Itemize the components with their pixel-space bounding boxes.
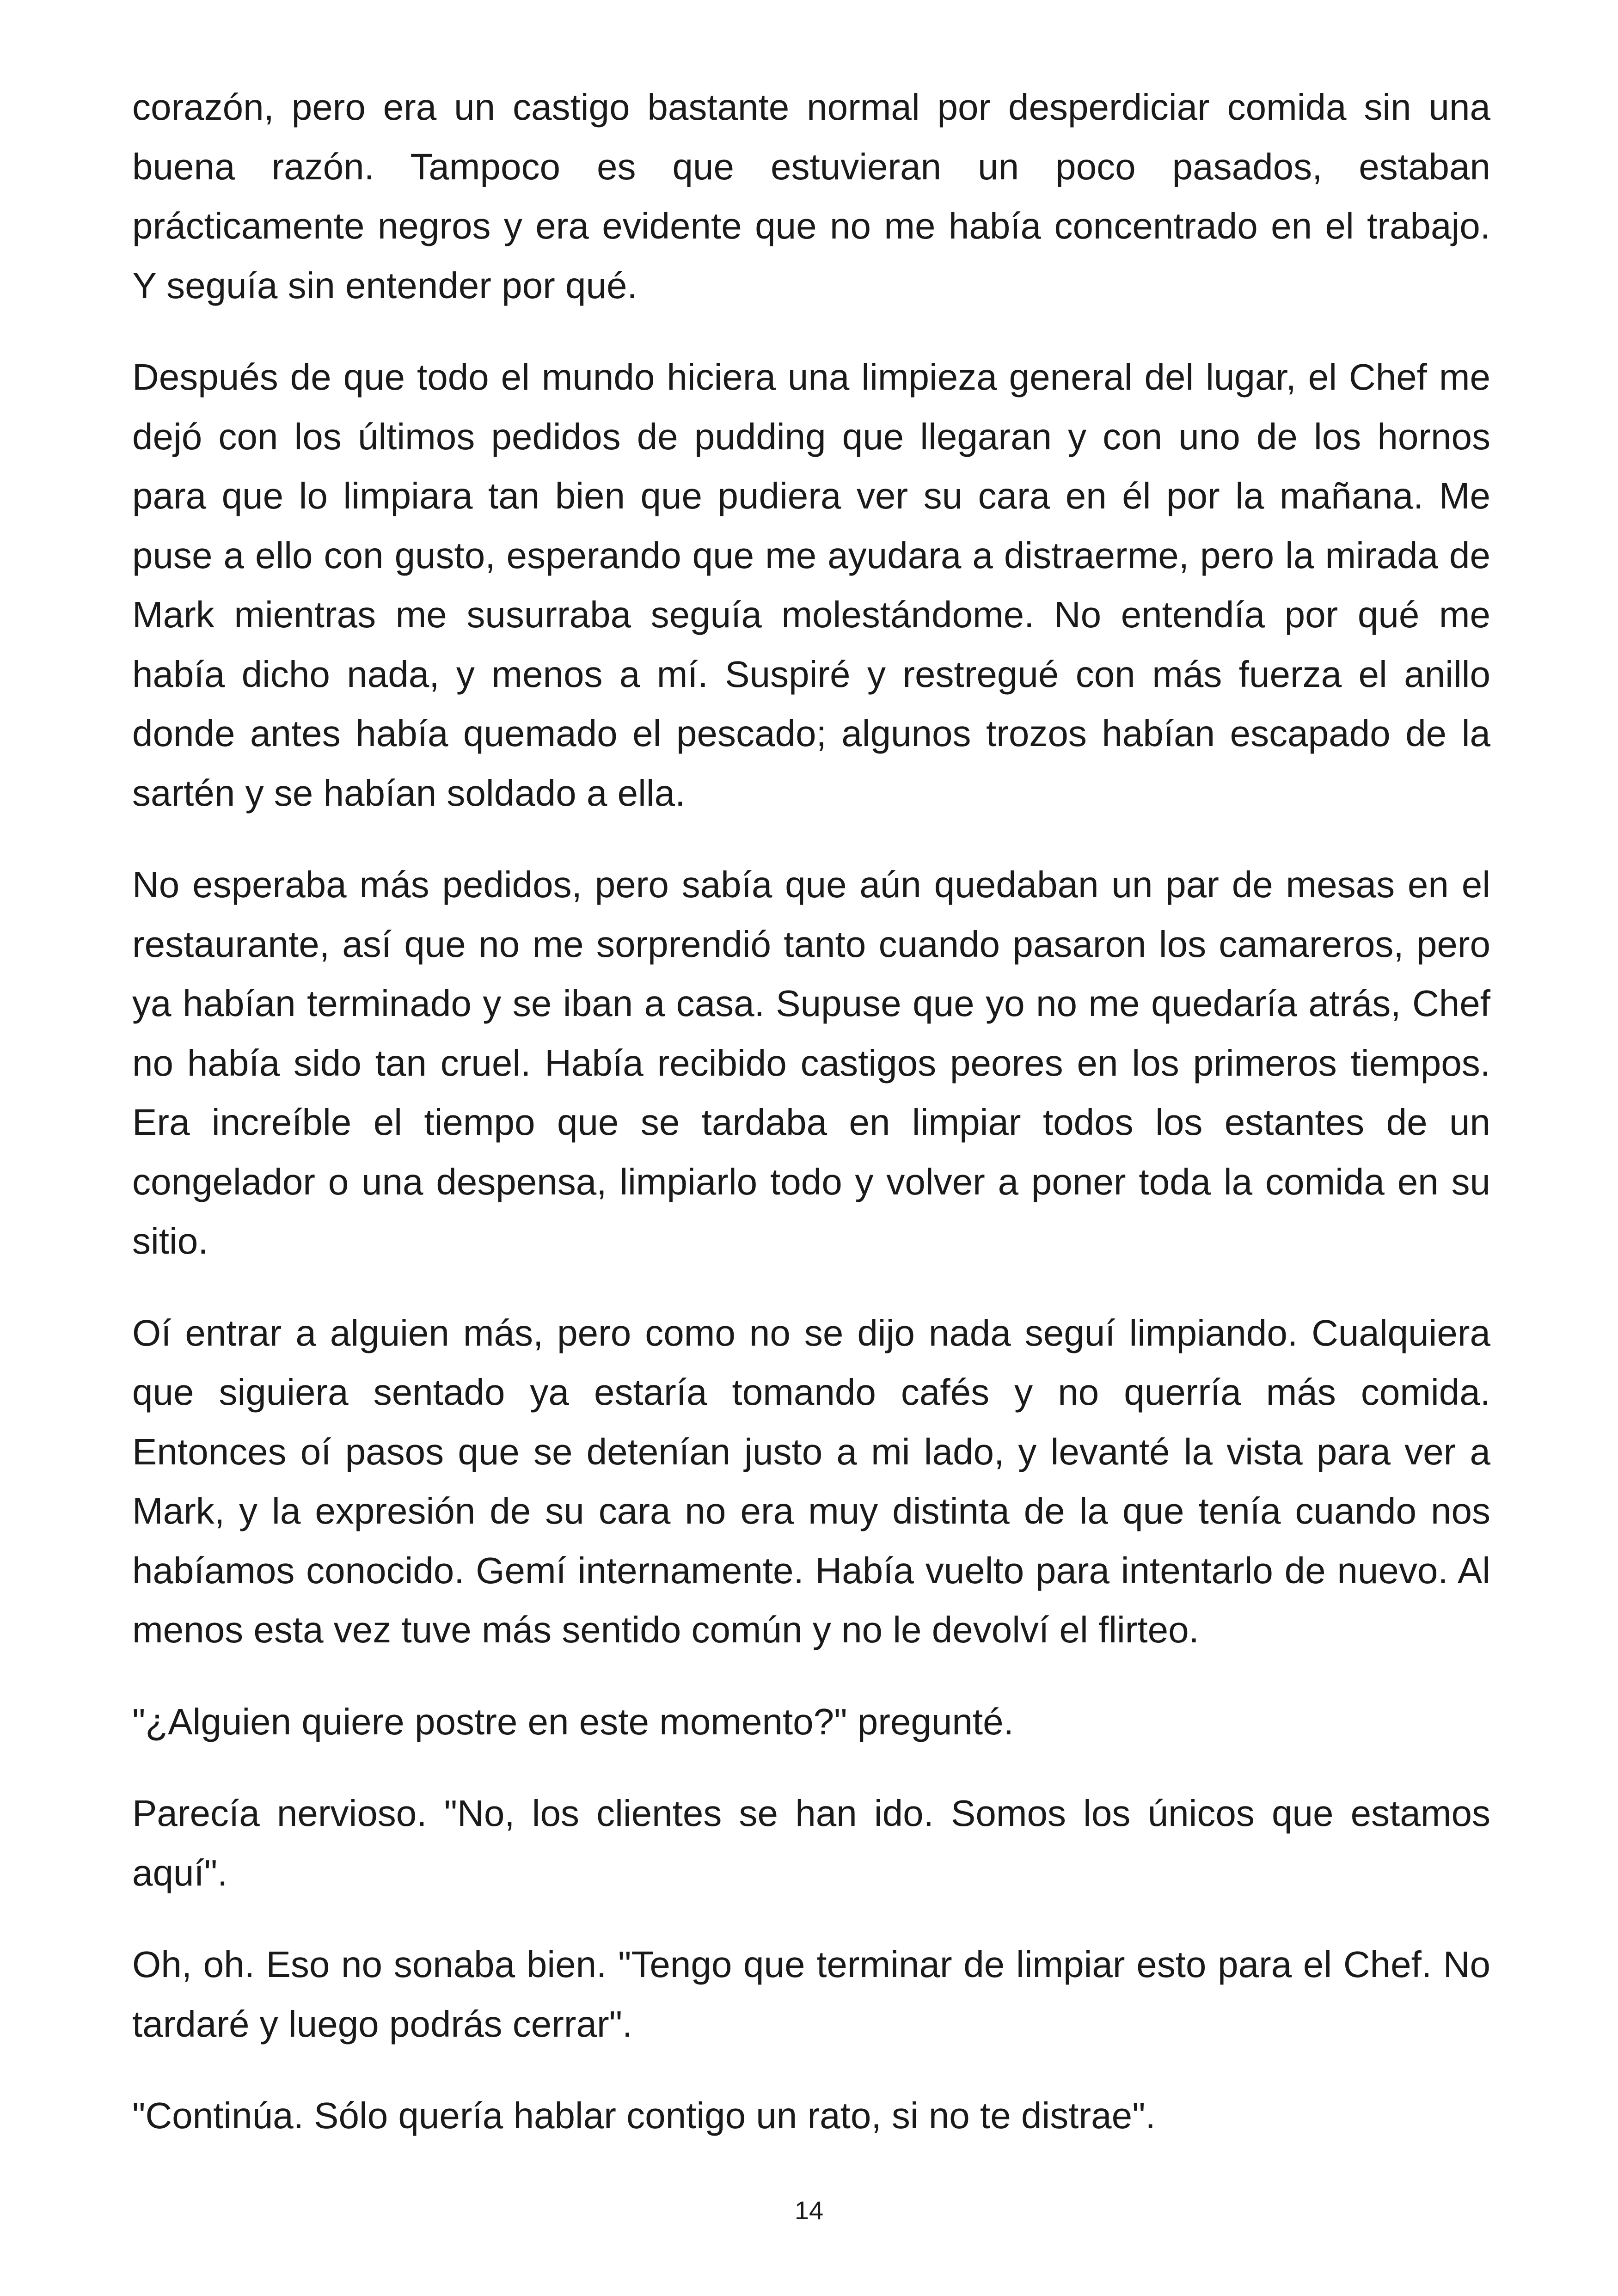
paragraph: Parecía nervioso. "No, los clientes se han ido. Somos los únicos que estamos aquí". <box>132 1793 1490 1893</box>
paragraph: No esperaba más pedidos, pero sabía que aún quedaban un par de mesas en el restaurante, así que no me sorprendió tanto cuando pasaron los camareros, pero ya habían terminado y se iban a casa. Supuse que yo no me quedaría atrás, Chef no había sido tan cruel. Había recibido castigos peores en los primeros tiempos. Era increíble el tiempo que se tardaba en limpiar todos los estantes de un congelador o una despensa, limpiarlo todo y volver a poner toda la comida en su sitio. <box>132 864 1490 1261</box>
paragraph: Oh, oh. Eso no sonaba bien. "Tengo que terminar de limpiar esto para el Chef. No tardaré y luego podrás cerrar". <box>132 1944 1490 2045</box>
page-number: 14 <box>794 2196 824 2225</box>
paragraph: "Continúa. Sólo quería hablar contigo un rato, si no te distrae". <box>132 2095 1156 2136</box>
paragraph: corazón, pero era un castigo bastante normal por desperdiciar comida sin una buena razón. Tampoco es que estuvieran un poco pasados, estaban prácticamente negros y era evidente que no me había concentrado en el trabajo. Y seguía sin entender por qué. <box>132 86 1490 306</box>
paragraph: Oí entrar a alguien más, pero como no se dijo nada seguí limpiando. Cualquiera que siguiera sentado ya estaría tomando cafés y no querría más comida. Entonces oí pasos que se detenían justo a mi lado, y levanté la vista para ver a Mark, y la expresión de su cara no era muy distinta de la que tenía cuando nos habíamos conocido. Gemí internamente. Había vuelto para intentarlo de nuevo. Al menos esta vez tuve más sentido común y no le devolví el flirteo. <box>132 1312 1490 1650</box>
paragraph: Después de que todo el mundo hiciera una limpieza general del lugar, el Chef me dejó con los últimos pedidos de pudding que llegaran y con uno de los hornos para que lo limpiara tan bien que pudiera ver su cara en él por la mañana. Me puse a ello con gusto, esperando que me ayudara a distraerme, pero la mirada de Mark mientras me susurraba seguía molestándome. No entendía por qué me había dicho nada, y menos a mí. Suspiré y restregué con más fuerza el anillo donde antes había quemado el pescado; algunos trozos habían escapado de la sartén y se habían soldado a ella. <box>132 356 1490 814</box>
paragraph: "¿Alguien quiere postre en este momento?" pregunté. <box>132 1701 1014 1742</box>
text-body <box>132 78 1490 2146</box>
